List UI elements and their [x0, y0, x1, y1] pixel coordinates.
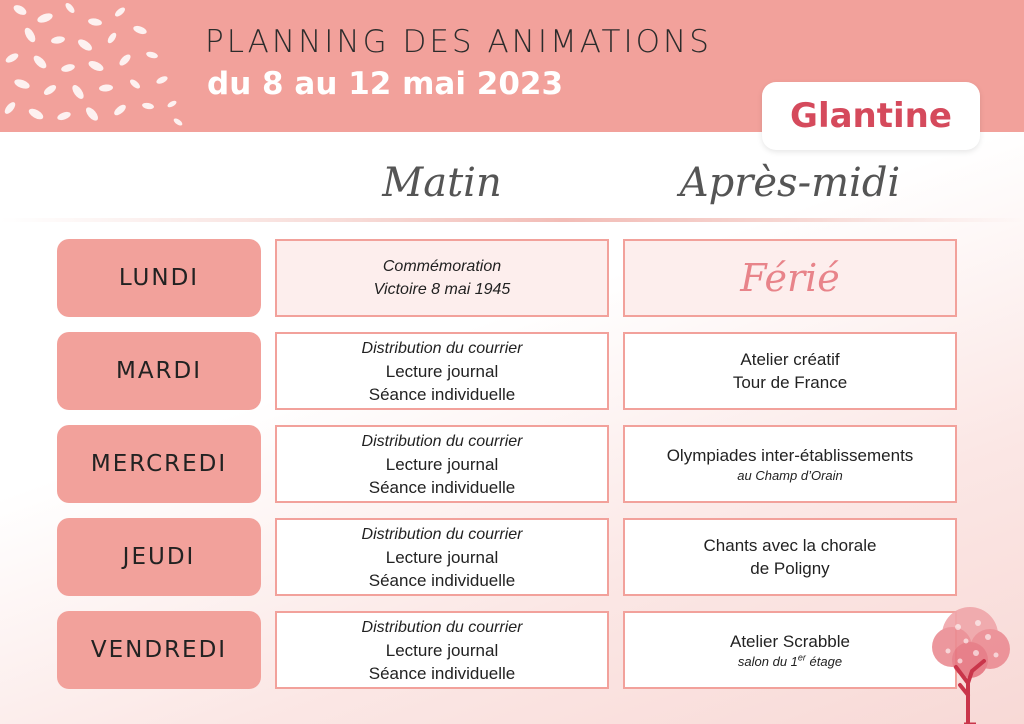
cell-mercredi-apres-midi: [623, 425, 957, 503]
cell-text: Distribution du courrier: [361, 339, 523, 357]
cell-lundi-matin: [275, 239, 609, 317]
cell-text: Lecture journal: [385, 454, 499, 474]
cell-jeudi-matin: [275, 518, 609, 596]
cell-mardi-matin: [275, 332, 609, 410]
cell-subtext: [738, 653, 842, 671]
cell-text: Olympiades inter-établissements: [666, 445, 914, 465]
cell-text: Séance individuelle: [368, 384, 516, 404]
cell-text: de Poligny: [750, 559, 830, 578]
cell-text: Distribution du courrier: [361, 525, 523, 543]
cell-text: Lecture journal: [385, 640, 499, 660]
cell-subtext: au Champ d’Orain: [737, 467, 843, 483]
day-label-mardi: MARDI: [57, 332, 261, 410]
cell-text: Distribution du courrier: [361, 618, 523, 636]
cell-jeudi-apres-midi: [623, 518, 957, 596]
divider: [0, 218, 1024, 222]
site-badge: Glantine: [762, 82, 980, 150]
cell-text: Séance individuelle: [368, 477, 516, 497]
cell-text: Lecture journal: [385, 361, 499, 381]
column-header-apres-midi: Après-midi: [679, 160, 901, 206]
cell-vendredi-matin: [275, 611, 609, 689]
day-label-lundi: LUNDI: [57, 239, 261, 317]
cell-subtext-part: étage: [805, 653, 843, 669]
cell-mercredi-matin: [275, 425, 609, 503]
cell-text: Commémoration: [382, 258, 502, 275]
day-label-vendredi: VENDREDI: [57, 611, 261, 689]
tree-decoration-icon: [920, 605, 1024, 724]
day-label-mercredi: MERCREDI: [57, 425, 261, 503]
cell-text: Lecture journal: [385, 547, 499, 567]
cell-text: Atelier Scrabble: [729, 631, 850, 651]
cell-text: Distribution du courrier: [361, 432, 523, 450]
page-title: PLANNING DES ANIMATIONS: [205, 24, 712, 60]
cell-text: Tour de France: [732, 373, 848, 392]
cell-vendredi-apres-midi: [623, 611, 957, 689]
cell-text: Atelier créatif: [740, 350, 840, 369]
ferie-text: Férié: [740, 256, 840, 300]
column-header-matin: Matin: [382, 160, 502, 206]
cell-text: Chants avec la chorale: [703, 536, 877, 555]
cell-mardi-apres-midi: [623, 332, 957, 410]
day-label-jeudi: JEUDI: [57, 518, 261, 596]
date-range: du 8 au 12 mai 2023: [207, 66, 564, 102]
cell-lundi-apres-midi: [623, 239, 957, 317]
cell-text: Séance individuelle: [368, 570, 516, 590]
cell-text: Séance individuelle: [368, 663, 516, 683]
cell-subtext-part: salon du 1: [737, 653, 798, 669]
cell-text: Victoire 8 mai 1945: [373, 281, 511, 298]
leaves-decoration-icon: [0, 0, 200, 132]
superscript: er: [797, 652, 806, 663]
